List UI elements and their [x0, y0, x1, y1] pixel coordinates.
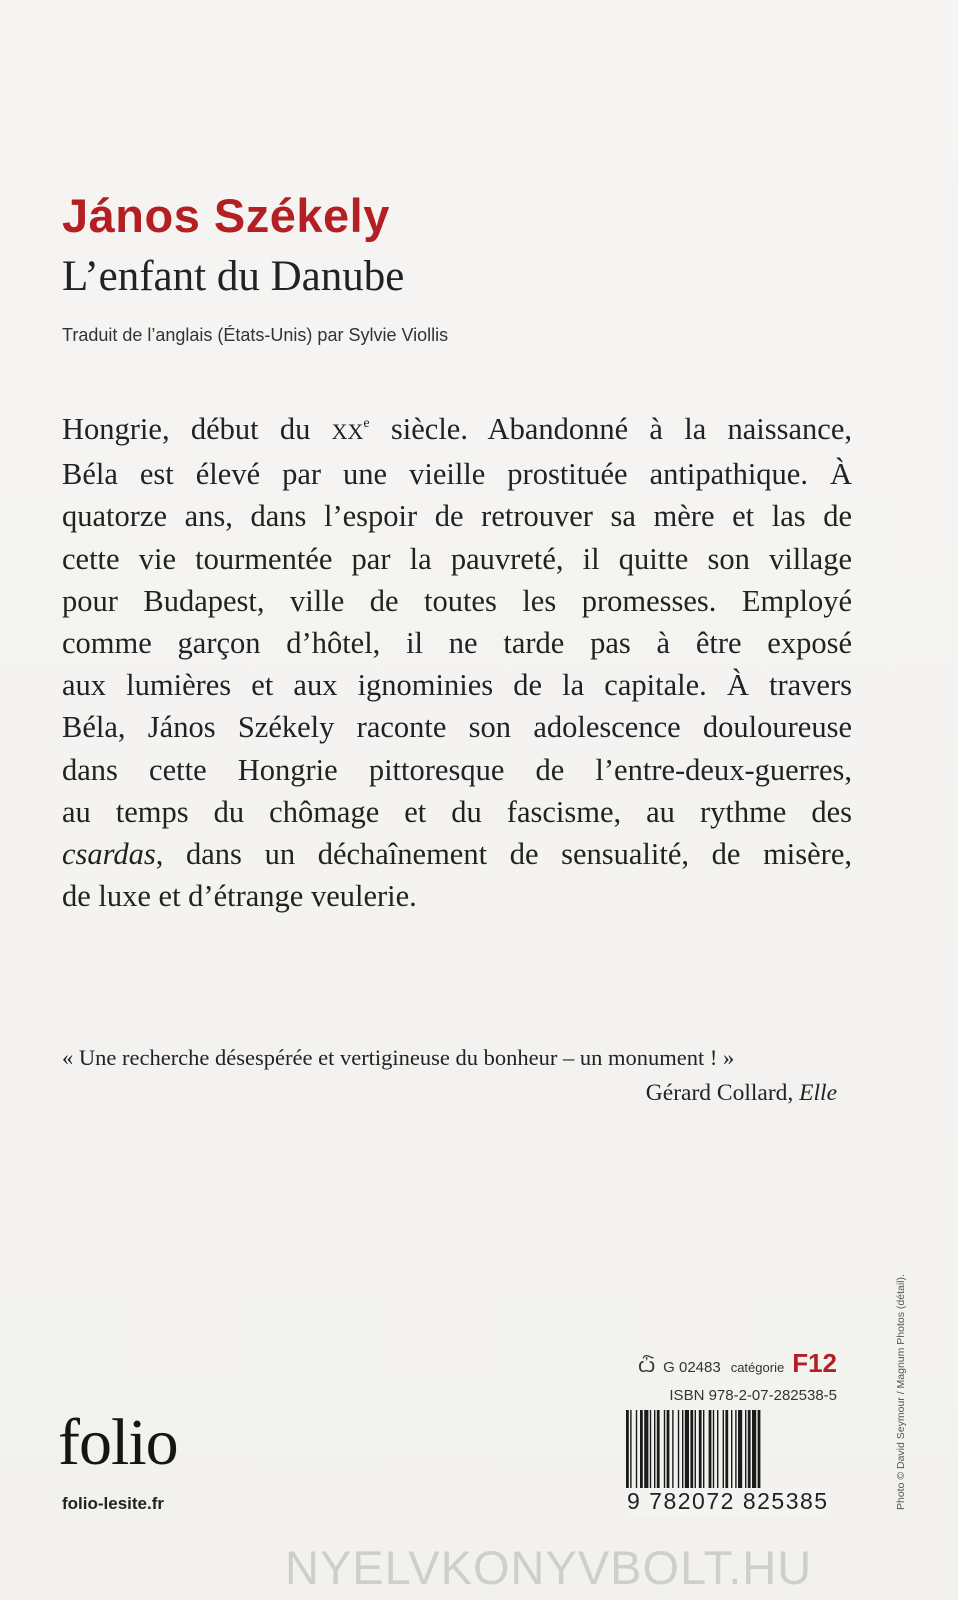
gallimard-mark-icon: ѽ — [638, 1355, 656, 1377]
blurb-line-9: dans cette Hongrie pittoresque de l’entre-deux-guerres, — [62, 752, 852, 787]
isbn: ISBN 978-2-07-282538-5 — [669, 1387, 837, 1404]
barcode-number: 9 782072 825385 — [627, 1488, 829, 1514]
price-category: F12 — [792, 1348, 837, 1378]
translator-credit: Traduit de l’anglais (États-Unis) par Sylvie Viollis — [62, 325, 449, 345]
quote-attribution: Gérard Collard, Elle — [645, 1080, 837, 1106]
catalog-code: G 02483 — [663, 1359, 721, 1376]
publisher-logo: folio — [58, 1406, 178, 1479]
publisher-website: folio-lesite.fr — [62, 1494, 165, 1513]
blurb-text — [62, 403, 852, 917]
photo-credit: Photo © David Seymour / Magnum Photos (détail). — [895, 1274, 907, 1510]
blurb-line-5: pour Budapest, ville de toutes les promesses. Employé — [62, 583, 852, 618]
blurb-line-3: quatorze ans, dans l’espoir de retrouver sa mère et las de — [62, 499, 852, 534]
watermark: NYELVKONYVBOLT.HU — [285, 1541, 813, 1594]
blurb-line-7: aux lumières et aux ignominies de la capitale. À travers — [62, 668, 852, 703]
blurb-line-12: de luxe et d’étrange veulerie. — [62, 879, 417, 914]
blurb-line-11: csardas, dans un déchaînement de sensualité, de misère, — [62, 837, 852, 872]
blurb-line-8: Béla, János Székely raconte son adolescence douloureuse — [62, 710, 852, 745]
catalog-info — [638, 1348, 837, 1379]
blurb-line-6: comme garçon d’hôtel, il ne tarde pas à être exposé — [62, 626, 852, 661]
author-name: János Székely — [62, 189, 390, 242]
book-title: L’enfant du Danube — [62, 253, 405, 300]
blurb-line-10: au temps du chômage et du fascisme, au rythme des — [62, 794, 852, 829]
blurb-line-1: Hongrie, début du XXe siècle. Abandonné à la naissance, — [62, 412, 852, 446]
blurb-line-2: Béla est élevé par une vieille prostituée antipathique. À — [62, 457, 852, 492]
blurb-line-4: cette vie tourmentée par la pauvreté, il quitte son village — [62, 541, 852, 576]
review-quote: « Une recherche désespérée et vertigineuse du bonheur – un monument ! » — [62, 1045, 735, 1070]
category-label: catégorie — [730, 1360, 785, 1375]
